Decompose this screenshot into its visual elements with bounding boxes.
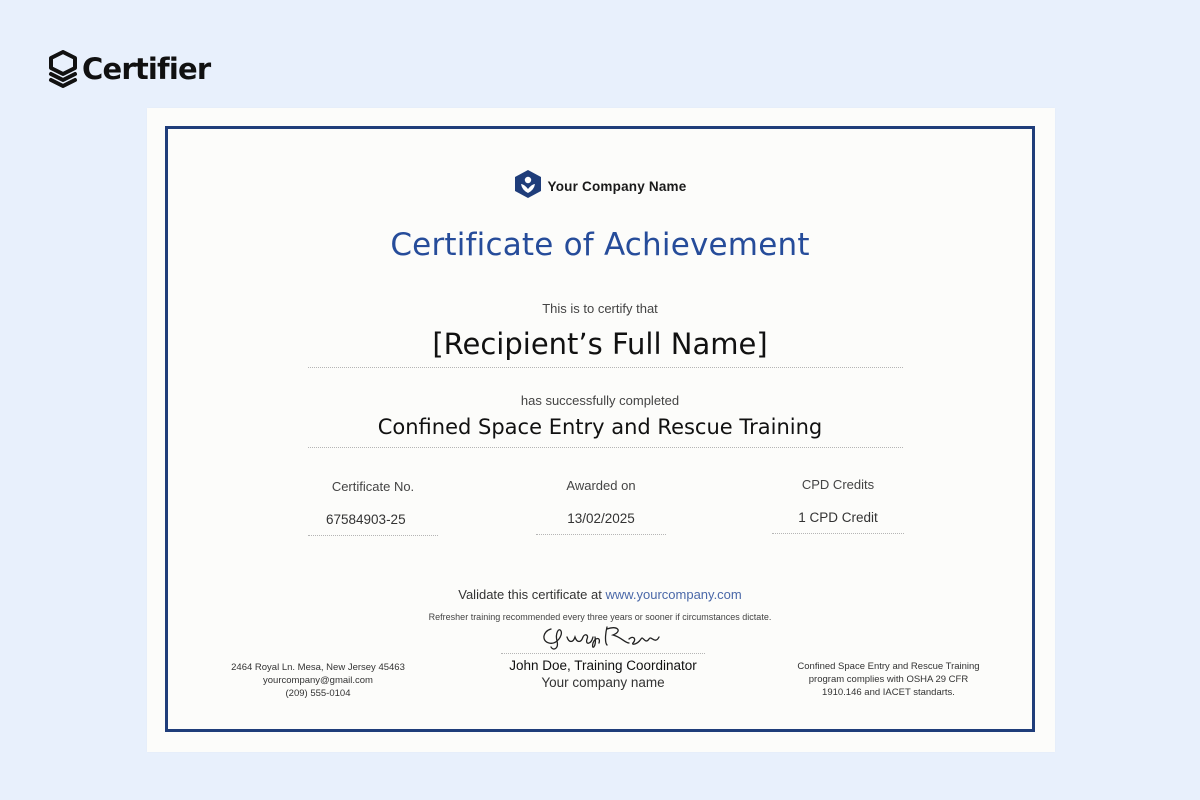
brand-name: Certifier	[82, 52, 211, 86]
company-header	[168, 169, 1032, 204]
certificate-number-value: 67584903-25	[308, 512, 438, 536]
recipient-divider	[308, 367, 903, 368]
company-hexagon-icon	[514, 169, 542, 204]
signer-name: John Doe, Training Coordinator	[509, 658, 697, 673]
compliance-line-2: program complies with OSHA 29 CFR	[808, 674, 969, 685]
validate-line	[168, 587, 1032, 602]
company-name: Your Company Name	[547, 179, 687, 194]
address-phone: (209) 555-0104	[285, 688, 351, 699]
certificate-number-field	[308, 479, 438, 536]
certifier-logo	[48, 50, 210, 88]
compliance-line-1: Confined Space Entry and Rescue Training	[797, 661, 980, 672]
certificate-paper	[147, 108, 1055, 752]
awarded-on-label: Awarded on	[566, 478, 636, 493]
certificate-frame	[165, 126, 1035, 732]
validate-text: Validate this certificate at	[458, 587, 602, 602]
address-line: 2464 Royal Ln. Mesa, New Jersey 45463	[231, 662, 405, 673]
cpd-credits-label: CPD Credits	[801, 477, 875, 492]
signature-line	[501, 653, 705, 654]
certify-lead-text: This is to certify that	[542, 301, 658, 316]
signature-block	[493, 619, 713, 690]
compliance-line-3: 1910.146 and IACET standarts.	[822, 687, 955, 698]
awarded-on-value: 13/02/2025	[536, 511, 666, 535]
course-divider	[308, 447, 903, 448]
course-name: Confined Space Entry and Rescue Training	[377, 415, 823, 439]
address-email: yourcompany@gmail.com	[263, 675, 373, 686]
completed-text: has successfully completed	[520, 393, 680, 408]
cpd-credits-value: 1 CPD Credit	[772, 510, 904, 534]
refresher-note: Refresher training recommended every three years or sooner if circumstances dictate.	[428, 612, 772, 622]
signer-organization: Your company name	[541, 675, 665, 690]
awarded-on-field	[536, 478, 666, 535]
certifier-shield-icon	[48, 50, 78, 88]
cpd-credits-field	[772, 477, 904, 534]
recipient-name: [Recipient’s Full Name]	[432, 327, 768, 361]
validate-link[interactable]: www.yourcompany.com	[605, 587, 742, 602]
certificate-title: Certificate of Achievement	[390, 227, 810, 263]
signature-image	[493, 619, 713, 653]
certificate-number-label: Certificate No.	[331, 479, 415, 494]
company-address	[208, 661, 428, 700]
compliance-note	[786, 660, 991, 699]
